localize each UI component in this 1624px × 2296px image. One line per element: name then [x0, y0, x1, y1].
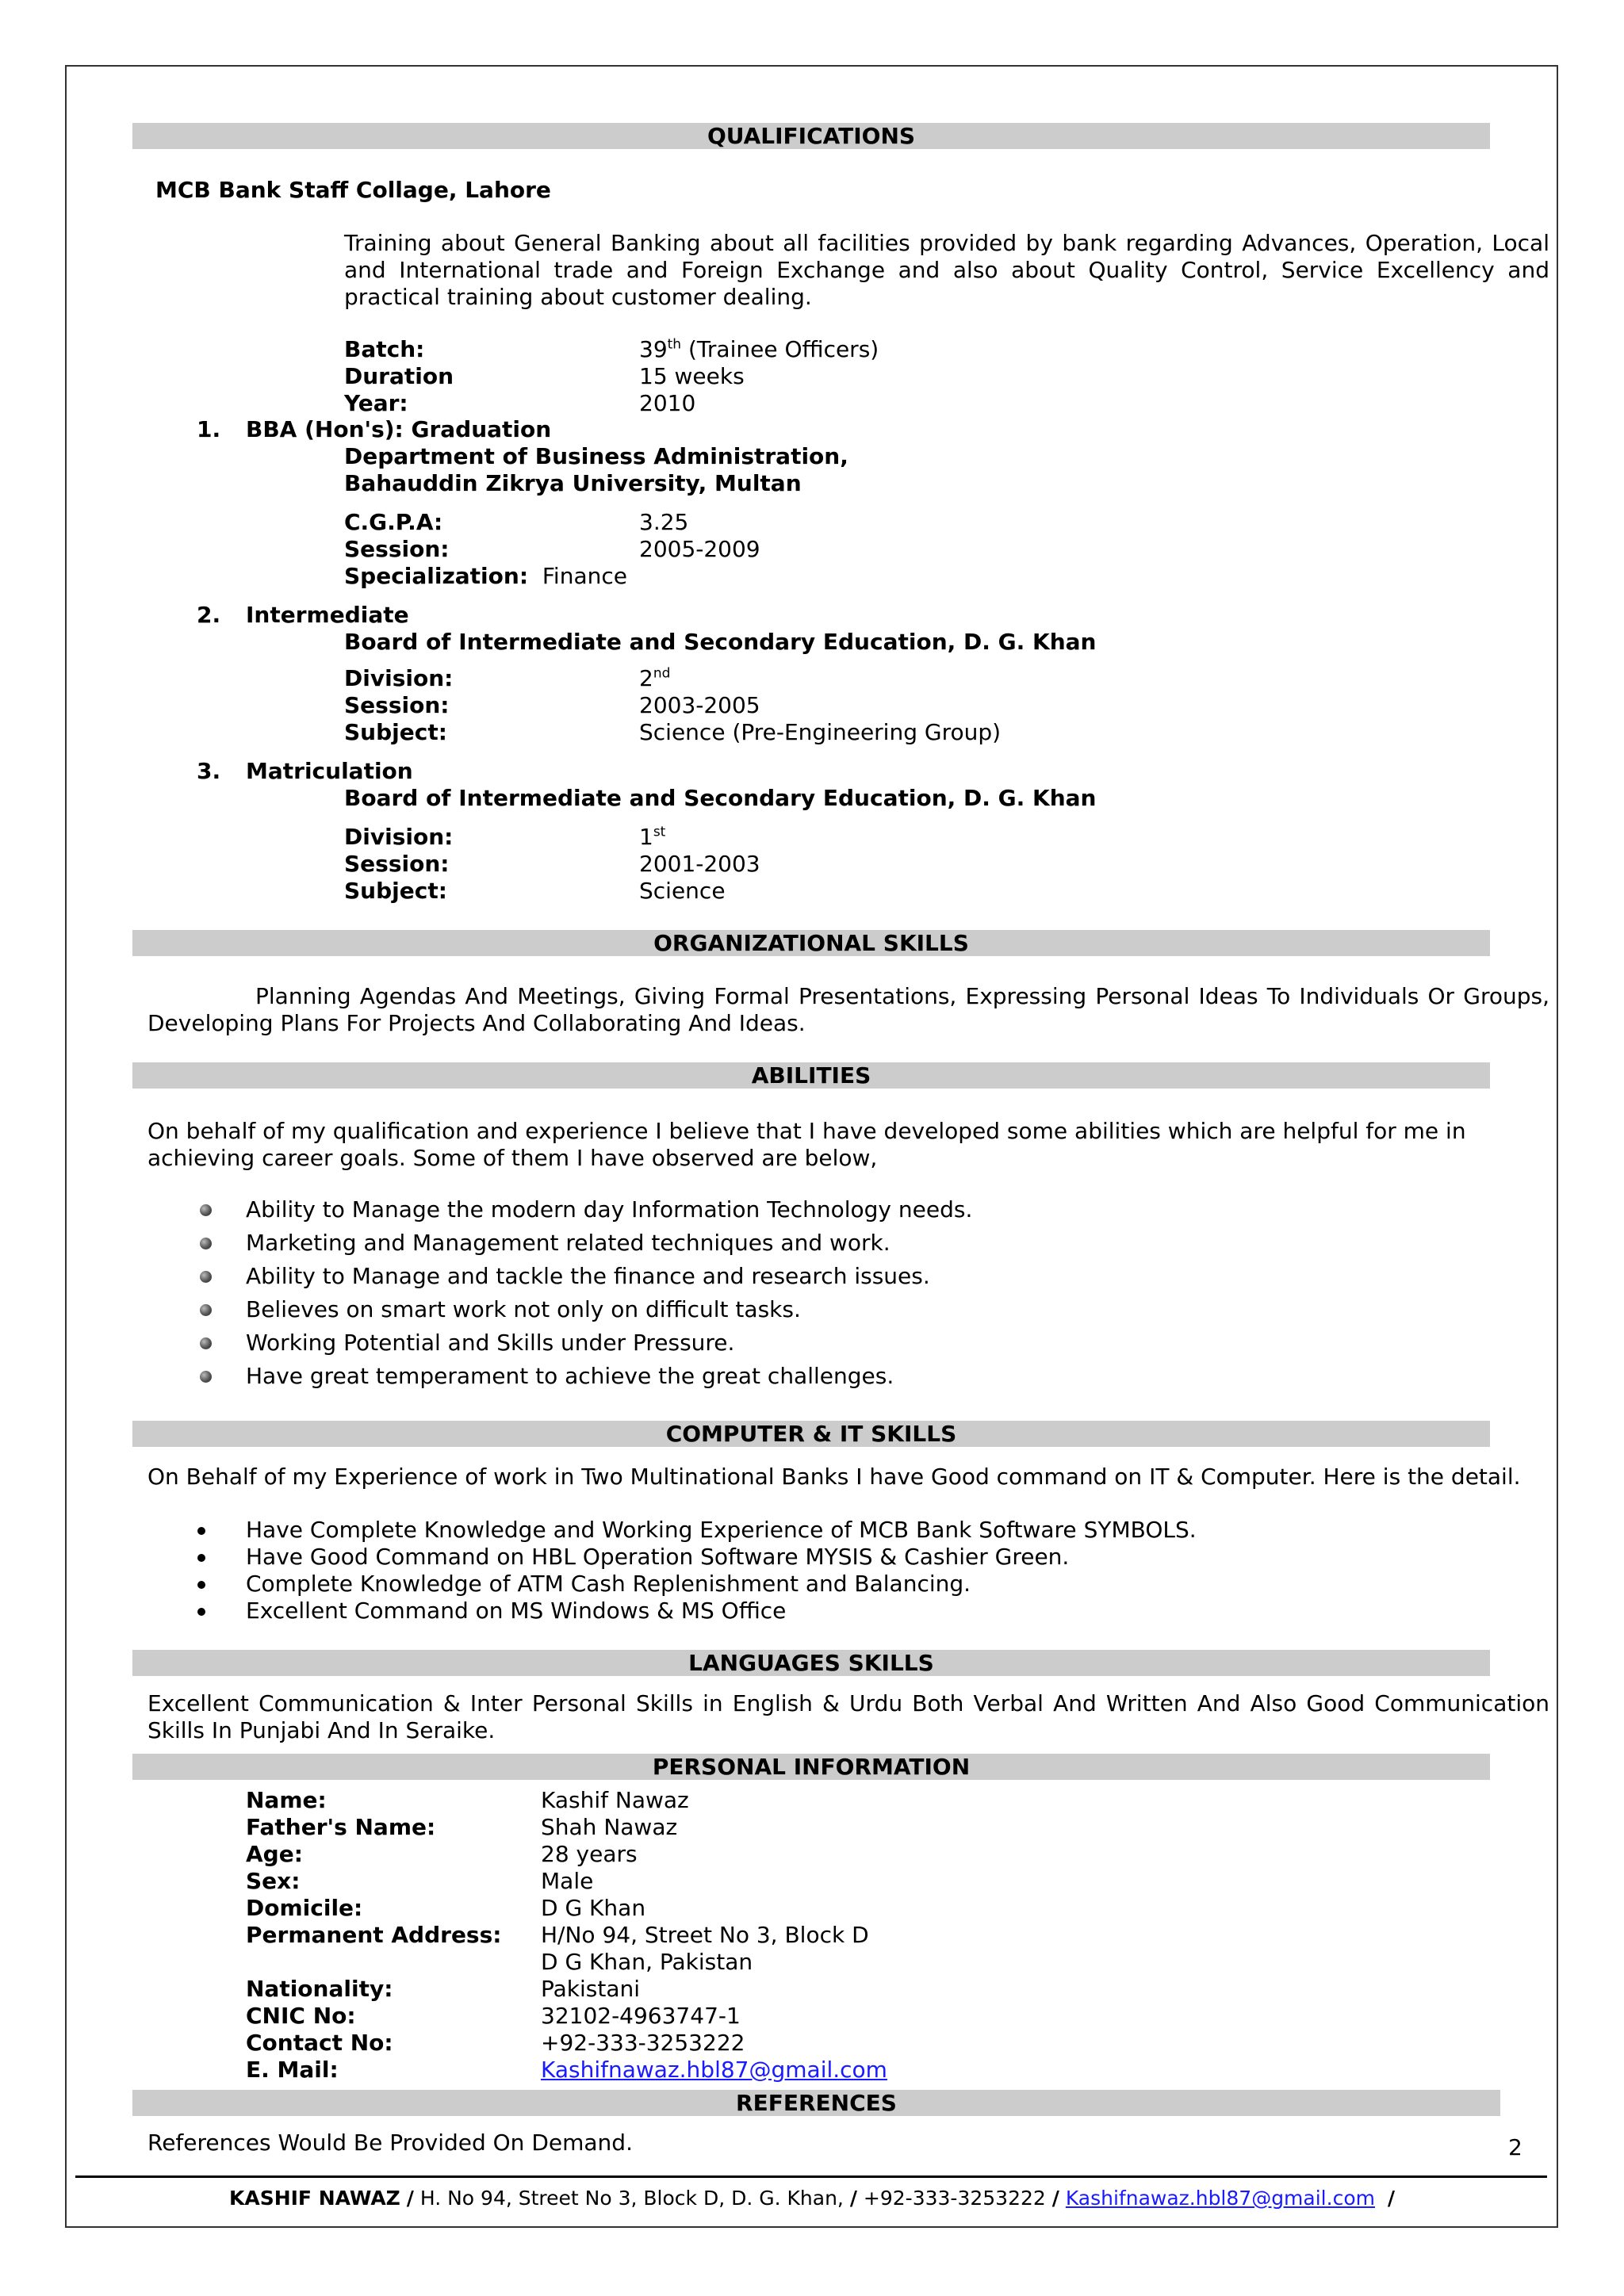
- personal-label-domicile: Domicile:: [246, 1895, 363, 1921]
- year-value: 2010: [639, 390, 696, 416]
- personal-value-cnic: 32102-4963747-1: [541, 2003, 741, 2029]
- personal-value-domicile: D G Khan: [541, 1895, 646, 1921]
- mcb-desc-line3: practical training about customer dealing.: [344, 284, 812, 310]
- qual-2-division-value: 2nd: [639, 665, 671, 691]
- languages-line1: Excellent Communication & Inter Personal Skills in English & Urdu Both Verbal And Written And Also Good Communication: [147, 1690, 1549, 1716]
- personal-value-address-cont: D G Khan, Pakistan: [541, 1949, 753, 1975]
- personal-value-sex: Male: [541, 1868, 594, 1894]
- ability-item: Believes on smart work not only on difficult tasks.: [246, 1296, 801, 1322]
- personal-label-contact: Contact No:: [246, 2030, 393, 2056]
- year-label: Year:: [344, 390, 408, 416]
- abilities-intro-line1: On behalf of my qualification and experience I believe that I have developed some abilities which are helpful for me in: [147, 1118, 1466, 1144]
- personal-value-nationality: Pakistani: [541, 1976, 641, 2002]
- qual-1-session-label: Session:: [344, 536, 450, 562]
- qual-2-session-value: 2003-2005: [639, 692, 760, 718]
- specialization: Specialization: Finance: [344, 563, 627, 589]
- ability-item: Ability to Manage the modern day Information Technology needs.: [246, 1196, 973, 1223]
- ability-item: Marketing and Management related techniques and work.: [246, 1230, 891, 1256]
- personal-value-permanent-address: H/No 94, Street No 3, Block D: [541, 1922, 869, 1948]
- qual-2-number: 2.: [197, 602, 221, 628]
- footer-sep: /: [1387, 2187, 1396, 2210]
- qual-1-inst-line1: Department of Business Administration,: [344, 443, 848, 469]
- section-heading-computer-it-skills: COMPUTER & IT SKILLS: [132, 1421, 1490, 1447]
- cgpa-label: C.G.P.A:: [344, 509, 443, 535]
- bullet-dot-icon: [197, 1608, 205, 1616]
- qual-3-title: Matriculation: [246, 758, 413, 784]
- personal-label-name: Name:: [246, 1787, 327, 1813]
- duration-label: Duration: [344, 363, 454, 389]
- personal-label-email: E. Mail:: [246, 2057, 339, 2083]
- personal-label-sex: Sex:: [246, 1868, 301, 1894]
- section-heading-qualifications: QUALIFICATIONS: [132, 123, 1490, 149]
- footer-rule: [75, 2175, 1547, 2178]
- section-heading-references: REFERENCES: [132, 2090, 1500, 2116]
- qual-3-board: Board of Intermediate and Secondary Education, D. G. Khan: [344, 785, 1097, 811]
- computer-item: Complete Knowledge of ATM Cash Replenishment and Balancing.: [246, 1571, 971, 1597]
- footer-name: KASHIF NAWAZ: [228, 2187, 400, 2210]
- organizational-line2: Developing Plans For Projects And Collaborating And Ideas.: [147, 1010, 806, 1036]
- qual-2-subject-label: Subject:: [344, 719, 447, 745]
- section-heading-organizational-skills: ORGANIZATIONAL SKILLS: [132, 930, 1490, 956]
- footer-sep: /: [406, 2187, 414, 2210]
- mcb-institution: MCB Bank Staff Collage, Lahore: [155, 177, 551, 203]
- batch-value: 39th (Trainee Officers): [639, 336, 879, 362]
- page-number: 2: [1508, 2134, 1522, 2160]
- footer-address: H. No 94, Street No 3, Block D, D. G. Khan,: [419, 2187, 844, 2210]
- footer-sep: /: [1051, 2187, 1059, 2210]
- ability-item: Have great temperament to achieve the great challenges.: [246, 1363, 894, 1389]
- qual-1-number: 1.: [197, 416, 221, 442]
- personal-label-fathers-name: Father's Name:: [246, 1814, 436, 1840]
- qual-3-session-value: 2001-2003: [639, 851, 760, 877]
- qual-1-session-value: 2005-2009: [639, 536, 760, 562]
- footer-email-link[interactable]: Kashifnawaz.hbl87@gmail.com: [1065, 2187, 1375, 2210]
- bullet-dot-icon: [197, 1581, 205, 1589]
- footer-sep: /: [849, 2187, 857, 2210]
- personal-label-cnic: CNIC No:: [246, 2003, 356, 2029]
- bullet-circle-icon: [200, 1337, 212, 1349]
- computer-item: Have Good Command on HBL Operation Software MYSIS & Cashier Green.: [246, 1544, 1070, 1570]
- computer-item: Excellent Command on MS Windows & MS Office: [246, 1598, 787, 1624]
- qual-3-number: 3.: [197, 758, 221, 784]
- personal-value-name: Kashif Nawaz: [541, 1787, 689, 1813]
- duration-value: 15 weeks: [639, 363, 745, 389]
- bullet-circle-icon: [200, 1204, 212, 1216]
- qual-3-session-label: Session:: [344, 851, 450, 877]
- bullet-dot-icon: [197, 1554, 205, 1562]
- languages-line2: Skills In Punjabi And In Seraike.: [147, 1717, 496, 1743]
- bullet-circle-icon: [200, 1371, 212, 1383]
- ability-item: Working Potential and Skills under Pressure.: [246, 1330, 735, 1356]
- qual-2-title: Intermediate: [246, 602, 409, 628]
- bullet-circle-icon: [200, 1271, 212, 1283]
- footer-phone: +92-333-3253222: [863, 2187, 1046, 2210]
- references-text: References Would Be Provided On Demand.: [147, 2130, 633, 2156]
- personal-value-contact: +92-333-3253222: [541, 2030, 745, 2056]
- personal-label-nationality: Nationality:: [246, 1976, 393, 2002]
- ability-item: Ability to Manage and tackle the finance and research issues.: [246, 1263, 930, 1289]
- personal-value-age: 28 years: [541, 1841, 638, 1867]
- section-heading-abilities: ABILITIES: [132, 1062, 1490, 1089]
- qual-2-board: Board of Intermediate and Secondary Education, D. G. Khan: [344, 629, 1097, 655]
- bullet-circle-icon: [200, 1304, 212, 1316]
- qual-1-title: BBA (Hon's): Graduation: [246, 416, 552, 442]
- qual-2-subject-value: Science (Pre-Engineering Group): [639, 719, 1002, 745]
- mcb-desc-line1: Training about General Banking about all facilities provided by bank regarding Advances, Operation, Local: [344, 230, 1549, 256]
- qual-3-subject-value: Science: [639, 878, 726, 904]
- batch-label: Batch:: [344, 336, 425, 362]
- mcb-desc-line2: and International trade and Foreign Exchange and also about Quality Control, Service Excellency and: [344, 257, 1549, 283]
- computer-intro: On Behalf of my Experience of work in Two Multinational Banks I have Good command on IT & Computer. Here is the detail.: [147, 1464, 1521, 1490]
- qual-1-inst-line2: Bahauddin Zikrya University, Multan: [344, 470, 802, 496]
- computer-item: Have Complete Knowledge and Working Experience of MCB Bank Software SYMBOLS.: [246, 1517, 1197, 1543]
- qual-2-division-label: Division:: [344, 665, 454, 691]
- qual-2-session-label: Session:: [344, 692, 450, 718]
- footer: [0, 2186, 1624, 2211]
- email-link[interactable]: Kashifnawaz.hbl87@gmail.com: [541, 2057, 887, 2083]
- qual-3-subject-label: Subject:: [344, 878, 447, 904]
- personal-label-permanent-address: Permanent Address:: [246, 1922, 502, 1948]
- organizational-line1: Planning Agendas And Meetings, Giving Formal Presentations, Expressing Personal Ideas To Individuals Or Groups,: [255, 983, 1549, 1009]
- section-heading-languages-skills: LANGUAGES SKILLS: [132, 1650, 1490, 1676]
- qual-3-division-label: Division:: [344, 824, 454, 850]
- personal-label-age: Age:: [246, 1841, 303, 1867]
- section-heading-personal-information: PERSONAL INFORMATION: [132, 1754, 1490, 1780]
- bullet-circle-icon: [200, 1238, 212, 1249]
- abilities-intro-line2: achieving career goals. Some of them I have observed are below,: [147, 1145, 878, 1171]
- bullet-dot-icon: [197, 1527, 205, 1535]
- personal-value-fathers-name: Shah Nawaz: [541, 1814, 678, 1840]
- qual-3-division-value: 1st: [639, 824, 666, 850]
- cgpa-value: 3.25: [639, 509, 689, 535]
